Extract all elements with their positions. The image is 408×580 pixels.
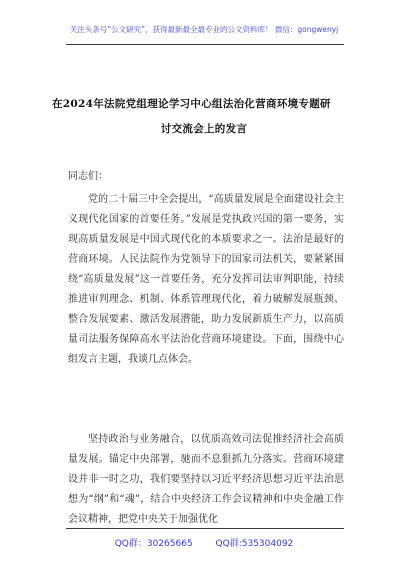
- footer-divider: [66, 528, 344, 529]
- document-title-line-1: 在2024年法院党组理论学习中心组法治化营商环境专题研: [52, 98, 331, 110]
- document-title-line-2: 讨交流会上的发言: [160, 123, 248, 135]
- footer-qq-group-1: QQ群：30265665: [114, 539, 193, 549]
- paragraph-2: 坚持政治与业务融合，以优质高效司法促推经济社会高质量发展。锚定中央部署，驰而不息狠抓九分落实。营商环境建设并非一时之功，我们要坚持以习近平经济思想习近平法治思想为“纲”和“魂”，结合中央经济工作会议精神和中央金融工作会议精神，把党中央关于加强优化: [68, 434, 344, 525]
- footer-qq-group-2: QQ群:535304092: [215, 539, 294, 549]
- paragraph-1: 党的二十届三中全会提出，“高质量发展是全面建设社会主义现代化国家的首要任务。”发展是党执政兴国的第一要务，实现高质量发展是中国式现代化的本质要求之一。法治是最好的营商环境。人民法院作为党领导下的国家司法机关，要紧紧围绕“高质量发展”这一首要任务，充分发挥司法审判职能，持续推进审判理念、机制、体系管理现代化，着力破解发展瓶颈、整合发展要素、激活发展潜能，助力发展新质生产力，以高质量司法服务保障高水平法治化营商环境建设。下面，围绕中心组发言主题，我谈几点体会。: [68, 194, 344, 365]
- footer: [0, 536, 408, 549]
- header-banner: 关注头条号“公文研究”，获得最新最全最专业的公文资料库！ 微信：gongwenyj: [69, 25, 339, 34]
- greeting: 同志们：: [68, 171, 108, 182]
- header-divider: [66, 44, 344, 45]
